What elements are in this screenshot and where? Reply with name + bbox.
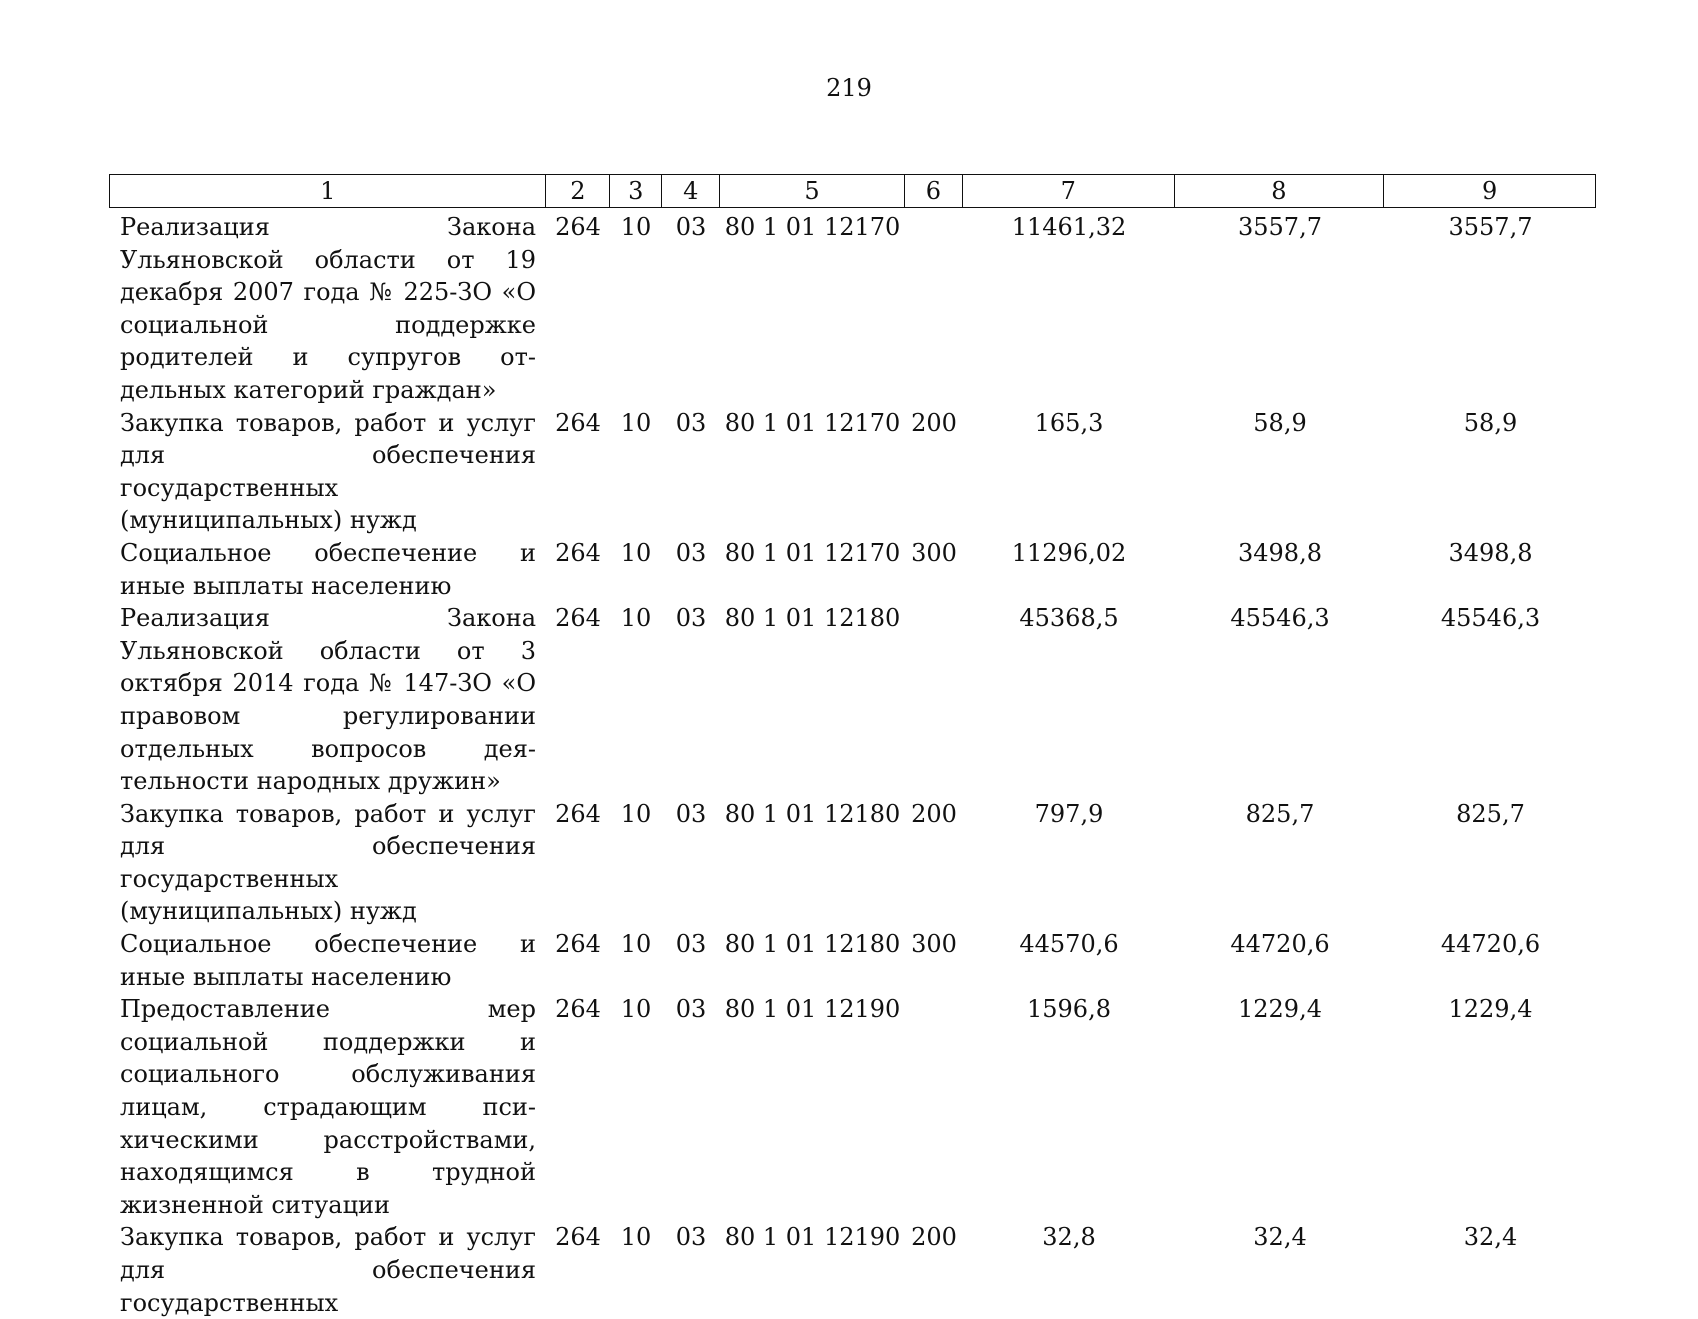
table-header [109, 174, 1596, 208]
row-code-3: 10 [620, 604, 652, 633]
row-code-2: 264 [555, 538, 601, 567]
row-code-3: 10 [620, 213, 652, 241]
row-value-8: 3557,7 [1238, 213, 1322, 241]
row-code-2: 264 [555, 408, 601, 437]
row-code-4: 03 [675, 408, 707, 437]
row-value-8: 825,7 [1245, 799, 1315, 828]
row-code-4: 03 [675, 1223, 707, 1252]
row-description: Социальное обеспечение и иные выплаты населению [120, 930, 536, 991]
table-row [109, 211, 1596, 407]
row-value-7: 32,8 [1042, 1223, 1096, 1252]
row-code-4: 03 [675, 604, 707, 633]
row-code-5: 80 1 01 12180 [724, 604, 901, 633]
row-value-7: 11296,02 [1011, 538, 1127, 567]
row-code-2: 264 [555, 799, 601, 828]
table-row [109, 602, 1596, 798]
row-code-6: 300 [911, 930, 957, 959]
row-code-2: 264 [555, 995, 601, 1024]
header-col-6: 6 [905, 175, 963, 207]
row-value-7: 165,3 [1034, 408, 1104, 437]
row-code-4: 03 [675, 538, 707, 567]
row-code-2: 264 [555, 1223, 601, 1252]
row-code-5: 80 1 01 12190 [724, 1223, 901, 1252]
row-description: Закупка товаров, работ и услуг для обеспечения государственных (муниципальных) нужд [120, 408, 536, 535]
row-code-6: 200 [911, 799, 957, 828]
row-code-4: 03 [675, 930, 707, 959]
table-row [109, 537, 1596, 602]
row-code-2: 264 [555, 213, 601, 241]
row-code-5: 80 1 01 12180 [724, 799, 901, 828]
row-value-9: 3498,8 [1448, 538, 1533, 567]
table-row [109, 993, 1596, 1221]
table-row [109, 798, 1596, 928]
row-value-9: 32,4 [1463, 1223, 1518, 1252]
header-col-1: 1 [110, 175, 546, 207]
row-code-4: 03 [675, 995, 707, 1024]
header-col-3: 3 [610, 175, 662, 207]
row-value-8: 1229,4 [1238, 995, 1322, 1024]
row-value-8: 58,9 [1253, 408, 1307, 437]
header-col-5: 5 [720, 175, 905, 207]
row-code-6 [905, 602, 963, 798]
row-code-6 [905, 993, 963, 1221]
header-col-9: 9 [1482, 177, 1498, 205]
row-code-6: 200 [911, 1223, 957, 1252]
row-code-3: 10 [620, 538, 652, 567]
row-value-7: 797,9 [1034, 799, 1104, 828]
row-value-9: 44720,6 [1440, 930, 1541, 959]
row-code-2: 264 [555, 604, 601, 633]
row-description: Реализация Закона Ульяновской области от 19 декабря 2007 года № 225-ЗО «О социальной поддержке родителей и супругов отдельных категорий граждан» [120, 213, 536, 404]
row-code-5: 80 1 01 12170 [724, 538, 901, 567]
table-body [109, 211, 1596, 1319]
row-code-4: 03 [675, 799, 707, 828]
row-value-8: 44720,6 [1230, 930, 1330, 959]
row-value-7: 1596,8 [1027, 995, 1111, 1024]
header-col-4: 4 [662, 175, 720, 207]
table-row [109, 407, 1596, 537]
row-value-9: 58,9 [1463, 408, 1518, 437]
row-code-5: 80 1 01 12180 [724, 930, 901, 959]
row-code-4: 03 [675, 213, 707, 241]
row-value-9: 825,7 [1456, 799, 1525, 828]
row-value-8: 32,4 [1253, 1223, 1307, 1252]
row-code-6: 300 [911, 538, 957, 567]
row-description: Реализация Закона Ульяновской области от 3 октября 2014 года № 147-ЗО «О правовом регулировании отдельных вопросов деятельности народных дружин» [120, 604, 536, 796]
row-value-7: 11461,32 [1011, 213, 1127, 241]
row-value-9: 3557,7 [1448, 213, 1533, 241]
row-code-3: 10 [620, 1223, 652, 1252]
row-code-2: 264 [555, 930, 601, 959]
row-code-6 [905, 211, 963, 407]
row-description: Предоставление мер социальной поддержки и социального обслуживания лицам, страдающим психическими расстройствами, находящимся в трудной жизненной ситуации [120, 995, 536, 1219]
table-row [109, 1221, 1596, 1319]
row-value-8: 45546,3 [1230, 604, 1330, 633]
row-code-3: 10 [620, 408, 652, 437]
row-code-6: 200 [911, 408, 957, 437]
row-code-5: 80 1 01 12190 [724, 995, 901, 1024]
row-code-5: 80 1 01 12170 [724, 213, 901, 241]
row-description: Закупка товаров, работ и услуг для обеспечения государственных [120, 1223, 536, 1317]
page-number: 219 [826, 74, 872, 102]
row-value-9: 45546,3 [1440, 604, 1541, 633]
row-value-7: 44570,6 [1019, 930, 1119, 959]
row-code-3: 10 [620, 930, 652, 959]
header-col-2: 2 [546, 175, 610, 207]
row-value-8: 3498,8 [1238, 538, 1322, 567]
row-description: Социальное обеспечение и иные выплаты населению [120, 538, 536, 600]
row-code-5: 80 1 01 12170 [724, 408, 901, 437]
header-col-7: 7 [963, 175, 1175, 207]
table-row [109, 928, 1596, 993]
row-description: Закупка товаров, работ и услуг для обеспечения государственных (муниципальных) нужд [120, 799, 536, 926]
row-code-3: 10 [620, 995, 652, 1024]
header-col-8: 8 [1175, 175, 1385, 207]
row-value-9: 1229,4 [1448, 995, 1533, 1024]
row-value-7: 45368,5 [1019, 604, 1119, 633]
row-code-3: 10 [620, 799, 652, 828]
